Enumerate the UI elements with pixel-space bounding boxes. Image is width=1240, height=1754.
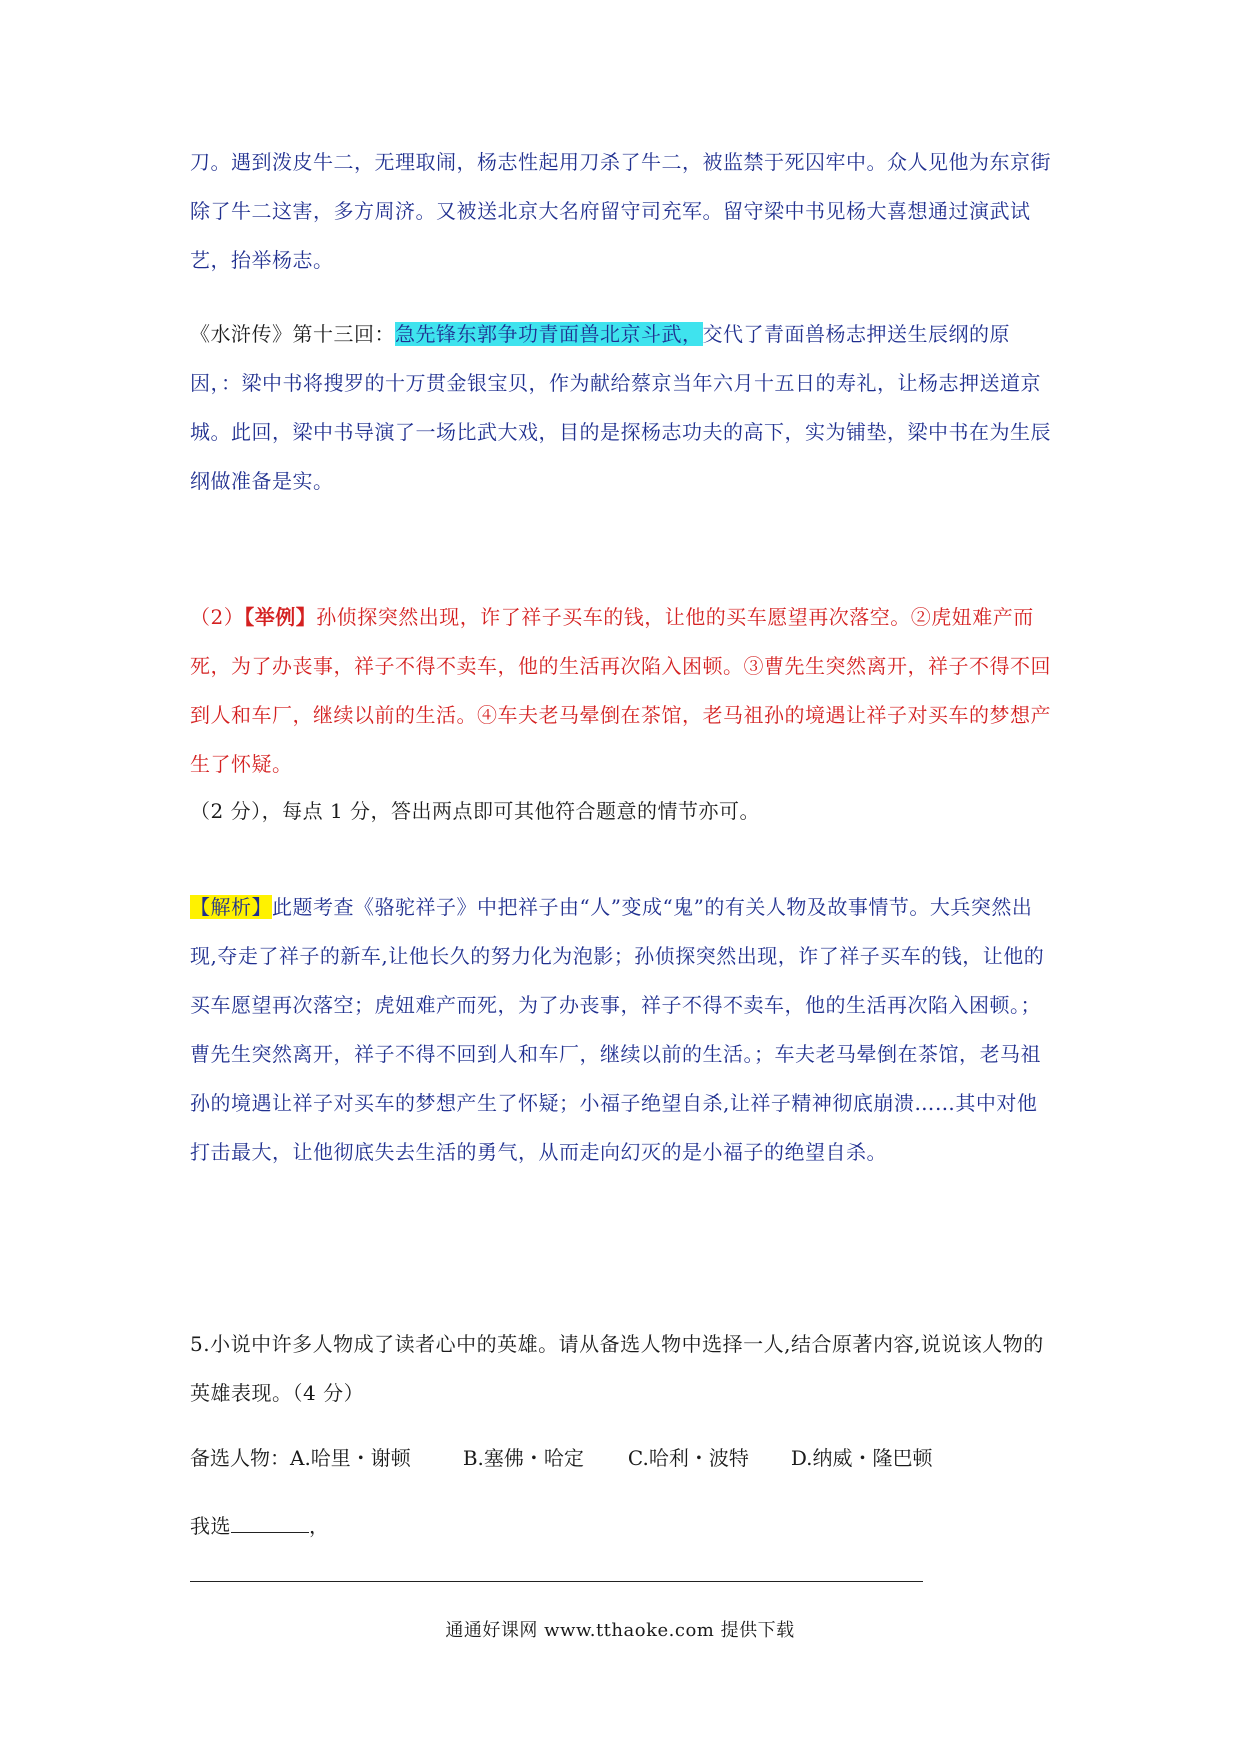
highlighted-chapter-title: 急先锋东郭争功青面兽北京斗武， (395, 322, 703, 346)
answer-prefix: 我选 (190, 1514, 231, 1538)
option-b: B.塞佛・哈定 (462, 1446, 584, 1470)
footer-text: 通通好课网 www.tthaoke.com 提供下载 (445, 1620, 795, 1641)
option-a: A.哈里・谢顿 (290, 1446, 411, 1470)
page-footer (0, 1616, 1240, 1642)
scoring-note (190, 787, 1056, 836)
question-5 (190, 1320, 1056, 1418)
paragraph-text: 此题考查《骆驼祥子》中把祥子由“人”变成“鬼”的有关人物及故事情节。大兵突然出现,夺走了祥子的新车,让他长久的努力化为泡影；孙侦探突然出现，诈了祥子买车的钱，让他的买车愿望再次落空；虎妞难产而死，为了办丧事，祥子不得不卖车，他的生活再次陷入困顿。；曹先生突然离开，祥子不得不回到人和车厂，继续以前的生活。；车夫老马晕倒在茶馆，老马祖孙的境遇让祥子对买车的梦想产生了怀疑；小福子绝望自杀,让祥子精神彻底崩溃……其中对他打击最大，让他彻底失去生活的勇气，从而走向幻灭的是小福子的绝望自杀。 (190, 895, 1045, 1164)
analysis-tag: 【解析】 (190, 895, 272, 919)
paragraph-text: 刀。遇到泼皮牛二，无理取闹，杨志性起用刀杀了牛二，被监禁于死囚牢中。众人见他为东京街除了牛二这害，多方周济。又被送北京大名府留守司充军。留守梁中书见杨大喜想通过演武试艺，抬举杨志。 (190, 150, 1051, 272)
paragraph-text: 交代了青面兽杨志押送生辰纲的原因，：梁中书将搜罗的十万贯金银宝贝，作为献给蔡京当年六月十五日的寿礼，让杨志押送道京城。此回，梁中书导演了一场比武大戏，目的是探杨志功夫的高下，实为铺垫，梁中书在为生辰纲做准备是实。 (190, 322, 1051, 493)
choice-blank[interactable] (231, 1510, 309, 1533)
question-number: （2） (190, 605, 245, 629)
scoring-text: （2 分），每点 1 分，答出两点即可其他符合题意的情节亦可。 (190, 799, 761, 823)
answer-line (190, 1502, 1056, 1600)
answer-comma: ， (309, 1514, 330, 1538)
paragraph-analysis (190, 883, 1056, 1177)
options-label: 备选人物： (190, 1446, 290, 1470)
paragraph-shuihu-chapter13 (190, 310, 1056, 506)
answer-blank[interactable] (190, 1559, 923, 1582)
option-c: C.哈利・波特 (627, 1446, 749, 1470)
option-d: D.纳威・隆巴顿 (790, 1446, 933, 1470)
paragraph-yangzhi-story (190, 138, 1056, 285)
candidate-options (190, 1438, 933, 1478)
chapter-prefix: 《水浒传》第十三回： (190, 322, 395, 346)
paragraph-example-answer (190, 593, 1056, 789)
question-text: 5.小说中许多人物成了读者心中的英雄。请从备选人物中选择一人,结合原著内容,说说该人物的英雄表现。（4 分） (190, 1332, 1044, 1405)
paragraph-text: 孙侦探突然出现，诈了祥子买车的钱，让他的买车愿望再次落空。②虎妞难产而死，为了办丧事，祥子不得不卖车，他的生活再次陷入困顿。③曹先生突然离开，祥子不得不回到人和车厂，继续以前的生活。④车夫老马晕倒在茶馆，老马祖孙的境遇让祥子对买车的梦想产生了怀疑。 (190, 605, 1051, 776)
example-tag: 【举例】 (244, 605, 317, 629)
